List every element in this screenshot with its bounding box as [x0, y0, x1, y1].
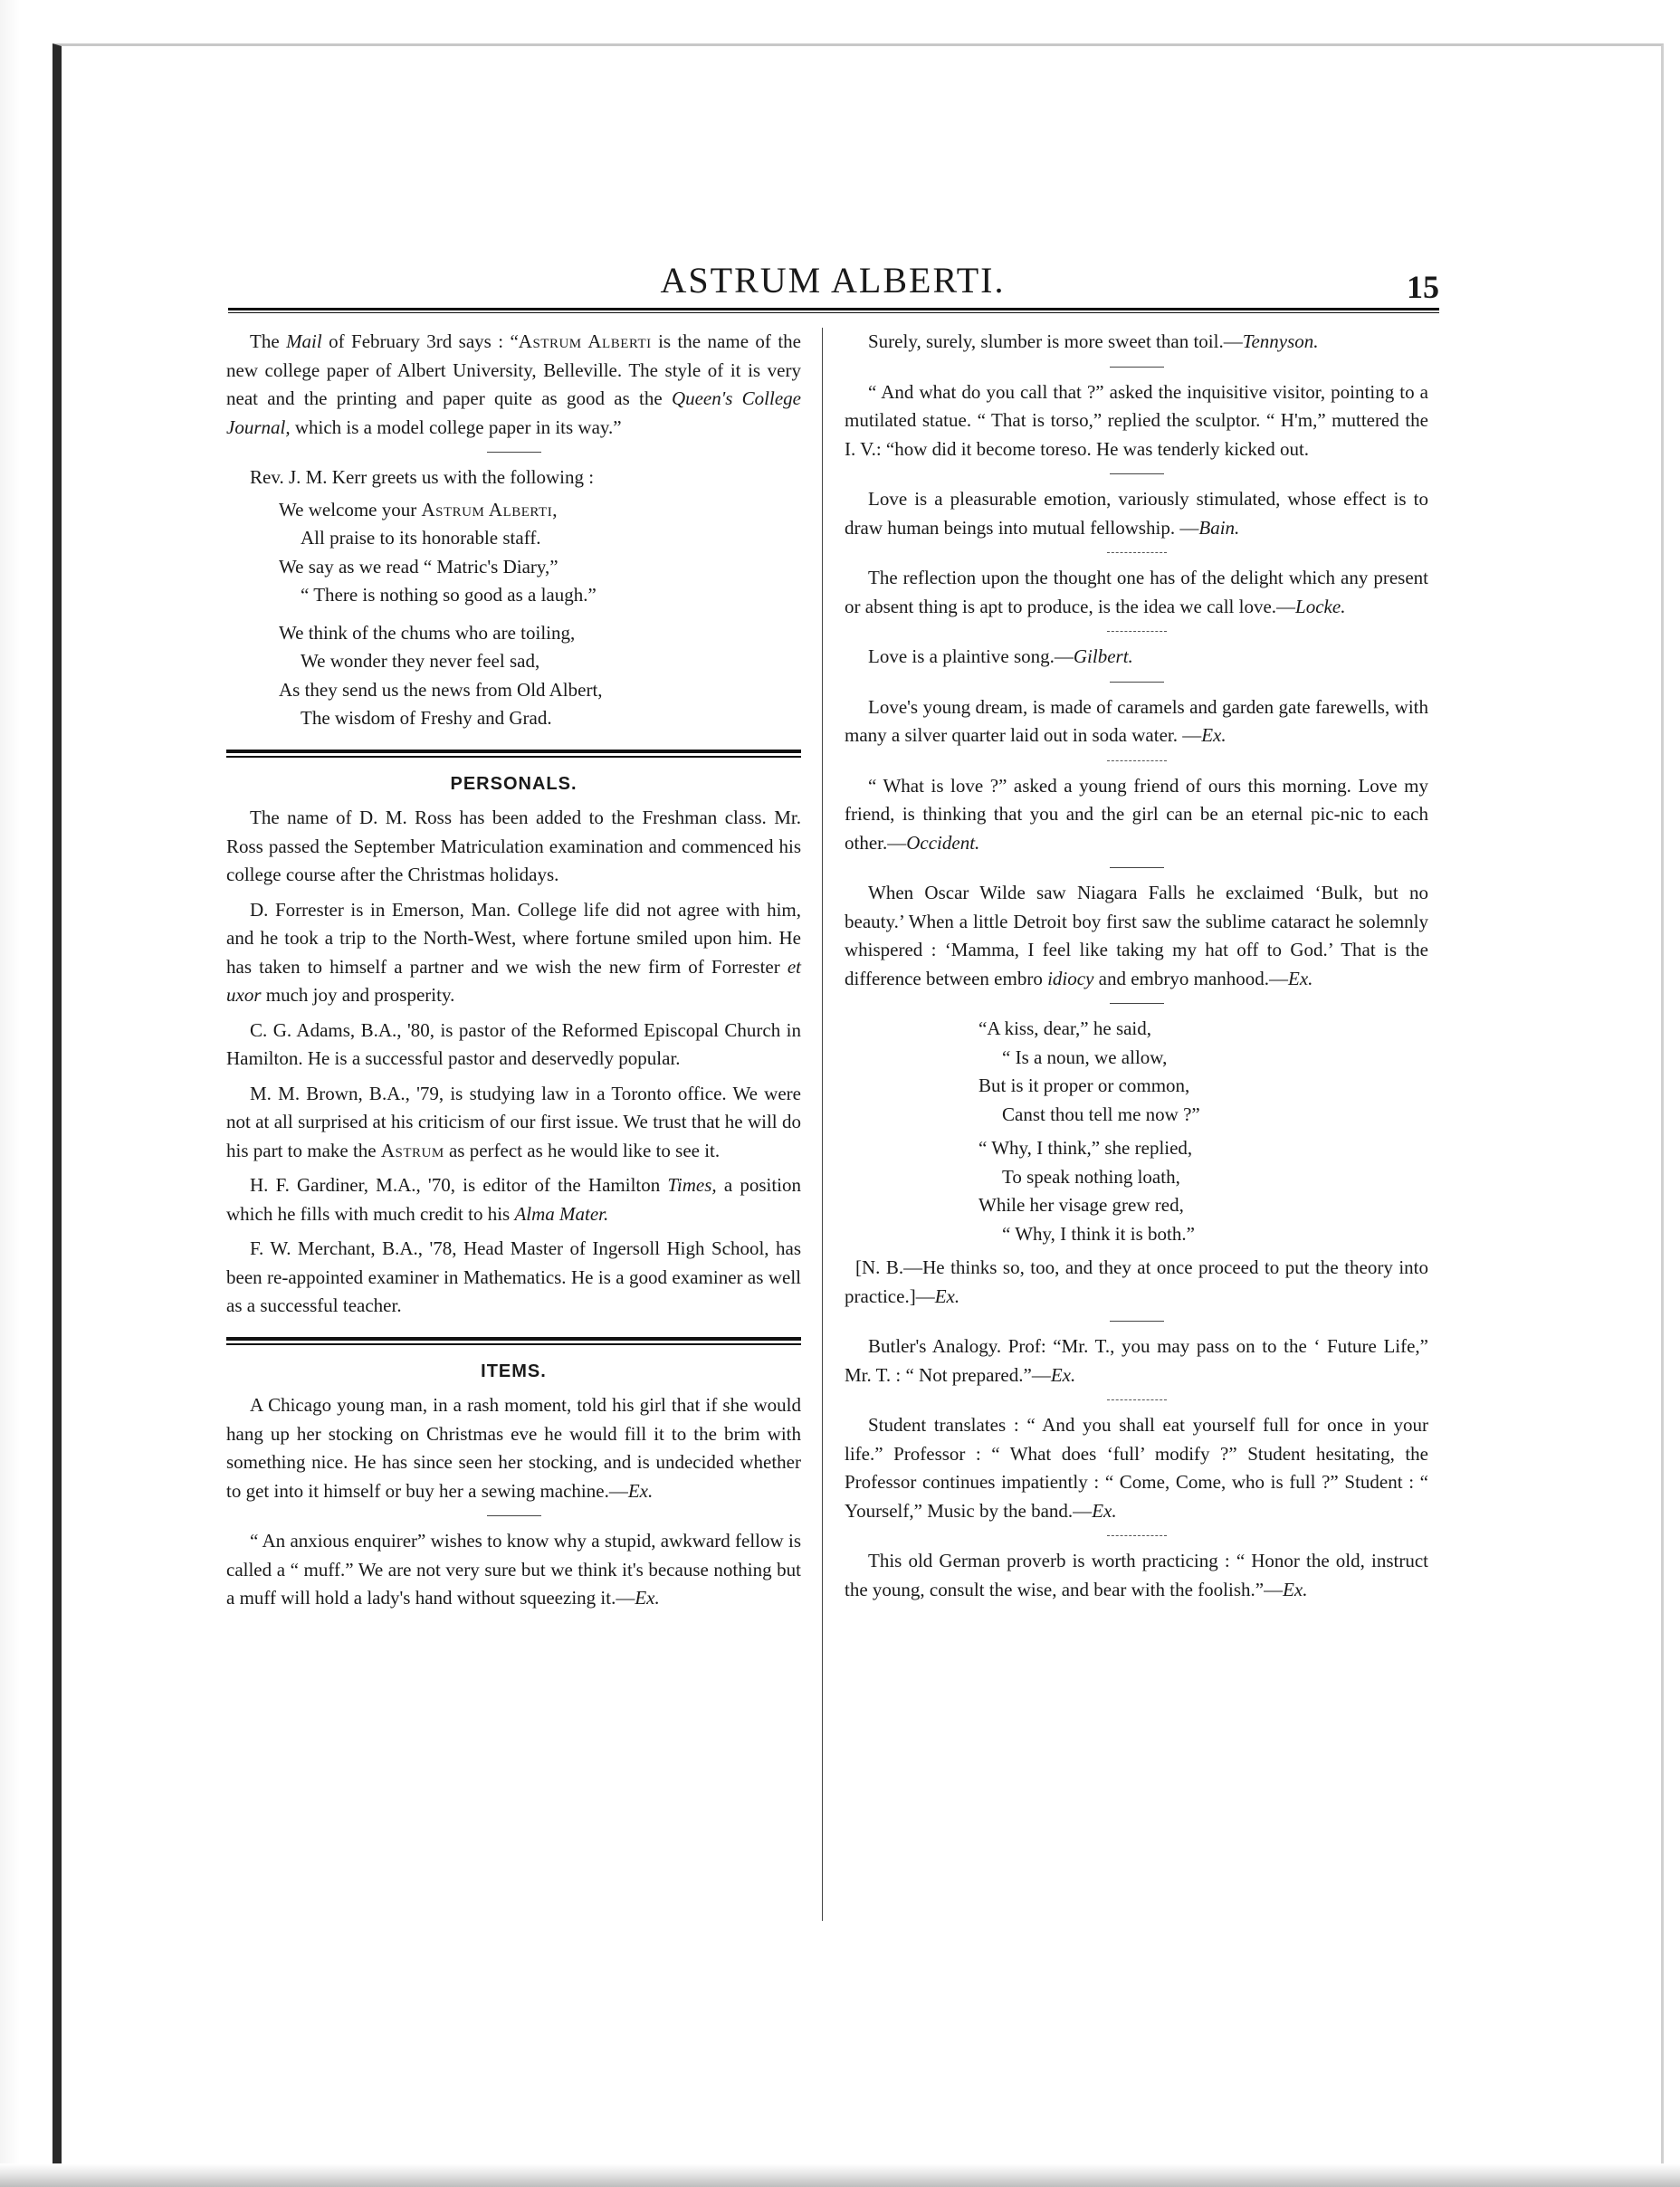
news-item: Love is a pleasurable emotion, variously stimulated, whose effect is to draw human beings into mutual fellowship. —Bain.: [845, 488, 1428, 539]
column-divider: [822, 328, 823, 1921]
item-separator: [1110, 867, 1164, 868]
news-item: “ And what do you call that ?” asked the inquisitive visitor, pointing to a mutilated statue. “ That is torso,” replied the sculptor. “ H'm,” muttered the I. V.: “how did it become toreso. He was tenderly kicked out.: [845, 380, 1428, 460]
item-separator: [1107, 552, 1167, 553]
two-columns: [226, 328, 1439, 1939]
scan-left-margin: [0, 0, 20, 2187]
item-separator: [1110, 1321, 1164, 1322]
kerr-poem: [226, 496, 801, 733]
item-separator: [1107, 760, 1167, 761]
news-item: Butler's Analogy. Prof: “Mr. T., you may pass on to the ‘ Future Life,” Mr. T. : “ Not prepared.”—Ex.: [845, 1335, 1428, 1386]
news-item: Student translates : “ And you shall eat yourself full for once in your life.” Professor : “ What does ‘full’ modify ?” Student hesitating, the Professor continues impatiently : “ Come, Come, who is full ?” Student : “ Yourself,” Music by the band.—Ex.: [845, 1414, 1428, 1522]
newspaper-page: [226, 253, 1439, 1937]
poem-stanza: [279, 496, 801, 610]
section-rule: [226, 750, 801, 758]
poem-line: “ Is a noun, we allow,: [1002, 1046, 1168, 1068]
personal-item: H. F. Gardiner, M.A., '70, is editor of the Hamilton Times, a position which he fills with much credit to his Alma Mater.: [226, 1174, 801, 1225]
poem-line: “ There is nothing so good as a laugh.”: [301, 584, 597, 606]
news-item: When Oscar Wilde saw Niagara Falls he exclaimed ‘Bulk, but no beauty.’ When a little Detroit boy first saw the sublime cataract he solemnly whispered : ‘Mamma, I feel like taking my hat off to God.’ That is the difference between embro idiocy and embryo manhood.—Ex.: [845, 882, 1428, 989]
poem-line: “A kiss, dear,” he said,: [978, 1017, 1152, 1039]
poem-line: The wisdom of Freshy and Grad.: [301, 707, 552, 729]
news-item: Love's young dream, is made of caramels and garden gate farewells, with many a silver quarter laid out in soda water. —Ex.: [845, 695, 1428, 746]
poem-line: “ Why, I think it is both.”: [1002, 1222, 1195, 1245]
personal-item: The name of D. M. Ross has been added to the Freshman class. Mr. Ross passed the September Matriculation examination and commenced his college course after the Christmas holidays.: [226, 807, 801, 885]
item-separator: [487, 452, 541, 453]
personal-item: C. G. Adams, B.A., '80, is pastor of the Reformed Episcopal Church in Hamilton. He is a successful pastor and deservedly popular.: [226, 1018, 801, 1069]
item-separator: [1107, 1399, 1167, 1400]
item-separator: [1110, 682, 1164, 683]
news-item: The reflection upon the thought one has of the delight which any present or absent thing is apt to produce, is the idea we call love.—Locke.: [845, 567, 1428, 617]
news-item: [N. B.—He thinks so, too, and they at once proceed to put the theory into practice.]—Ex.: [845, 1256, 1428, 1307]
poem-line: We say as we read “ Matric's Diary,”: [279, 555, 558, 578]
item-separator: [1107, 631, 1167, 632]
poem-line: To speak nothing loath,: [1002, 1165, 1180, 1188]
poem-line: Canst thou tell me now ?”: [1002, 1103, 1200, 1125]
personals-heading: PERSONALS.: [450, 773, 578, 794]
poem-line: We think of the chums who are toiling,: [279, 621, 576, 644]
personal-item: M. M. Brown, B.A., '79, is studying law in a Toronto office. We were not at all surprised at his criticism of our first issue. We trust that he will do his part to make the Astrum as perfect as he would like to see it.: [226, 1082, 801, 1161]
poem-line: We wonder they never feel sad,: [301, 650, 540, 672]
item-separator: [1110, 1003, 1164, 1004]
poem-line: As they send us the news from Old Albert,: [279, 678, 603, 701]
poem-line: But is it proper or common,: [978, 1074, 1190, 1096]
running-title: ASTRUM ALBERTI.: [660, 260, 1006, 301]
personal-item: D. Forrester is in Emerson, Man. College life did not agree with him, and he took a trip to the North-West, where fortune smiled upon him. He has taken to himself a partner and we wish the new firm of Forrester et uxor much joy and prosperity.: [226, 898, 801, 1006]
item-separator: [1107, 1535, 1167, 1536]
poem-line: “ Why, I think,” she replied,: [978, 1137, 1193, 1159]
news-item: Surely, surely, slumber is more sweet than toil.—Tennyson.: [868, 330, 1319, 352]
right-column: [845, 328, 1428, 1604]
item-separator: [487, 1515, 541, 1516]
poem-stanza: [978, 1015, 1428, 1129]
header-rule: [228, 308, 1439, 313]
mail-notice: The Mail of February 3rd says : “Astrum Alberti is the name of the new college paper of Albert University, Belleville. The style of it is very neat and the printing and paper quite as good as the Queen's College Journal, which is a model college paper in its way.”: [226, 330, 801, 438]
news-item: Love is a plaintive song.—Gilbert.: [868, 645, 1133, 667]
poem-line: We welcome your Astrum Alberti,: [279, 498, 558, 520]
kiss-poem: [845, 1015, 1428, 1248]
poem-stanza: [279, 619, 801, 733]
left-column: [226, 328, 801, 1613]
personal-item: F. W. Merchant, B.A., '78, Head Master of Ingersoll High School, has been re-appointed examiner in Mathematics. He is a good examiner as well as a successful teacher.: [226, 1237, 801, 1316]
poem-stanza: [978, 1134, 1428, 1248]
section-rule: [226, 1337, 801, 1345]
scan-bottom-edge: [0, 2163, 1680, 2187]
news-item: “ What is love ?” asked a young friend of ours this morning. Love my friend, is thinking that you and the girl can be an eternal pic-nic to each other.—Occident.: [845, 774, 1428, 854]
page-number: 15: [1407, 269, 1439, 305]
news-item: “ An anxious enquirer” wishes to know why a stupid, awkward fellow is called a “ muff.” We are not very sure but we think it's because nothing but a muff will hold a lady's hand without squeezing it.—Ex.: [226, 1530, 801, 1609]
items-heading: ITEMS.: [481, 1361, 547, 1381]
running-head: [226, 253, 1439, 308]
kerr-intro: Rev. J. M. Kerr greets us with the following :: [250, 466, 595, 488]
news-item: A Chicago young man, in a rash moment, told his girl that if she would hang up her stocking on Christmas eve he would fill it to the brim with something nice. He has since seen her stocking, and is undecided whether to get into it himself or buy her a sewing machine.—Ex.: [226, 1394, 801, 1502]
news-item: This old German proverb is worth practicing : “ Honor the old, instruct the young, consult the wise, and bear with the foolish.”—Ex.: [845, 1550, 1428, 1600]
poem-line: While her visage grew red,: [978, 1194, 1184, 1216]
item-separator: [1110, 473, 1164, 474]
item-separator: [1110, 367, 1164, 368]
poem-line: All praise to its honorable staff.: [301, 527, 541, 549]
